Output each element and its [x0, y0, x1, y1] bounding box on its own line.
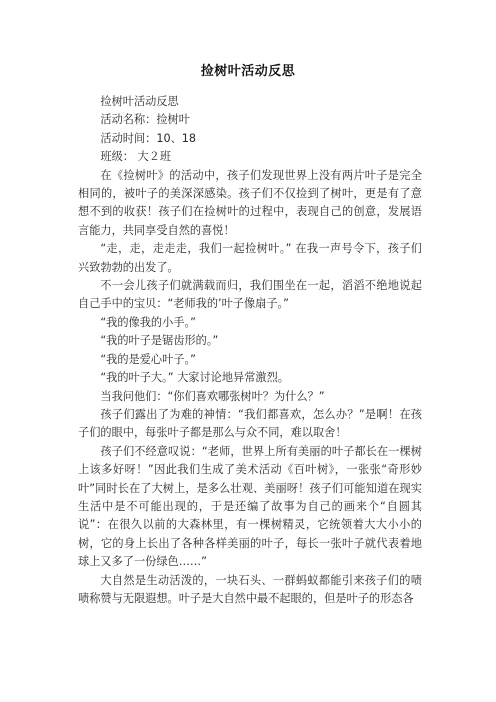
document-body [78, 93, 422, 608]
paragraph: 在《捡树叶》的活动中，孩子们发现世界上没有两片叶子是完全相同的，被叶子的美深深感染。孩子们不仅捡到了树叶，更是有了意想不到的收获！孩子们在捡树叶的过程中，表现自己的创意，发展语言能力，共同享受自然的喜悦！ [78, 168, 422, 237]
paragraph: “走，走，走走走，我们一起捡树叶。” 在我一声号令下，孩子们兴致勃勃的出发了。 [78, 242, 422, 274]
paragraph: “我的是爱心叶子。” [100, 352, 196, 366]
paragraph: 不一会儿孩子们就满载而归，我们围坐在一起，滔滔不绝地说起自己手中的宝贝：“老师我的’叶子像扇子。” [78, 279, 422, 311]
paragraph: “我的叶子是锯齿形的。” [100, 334, 219, 348]
activity-time-line: 活动时间：10、18 [100, 131, 196, 145]
class-line: 班级： 大２班 [100, 150, 172, 164]
paragraph: “我的像我的小手。” [100, 315, 196, 329]
paragraph: 当我问他们：“你们喜欢哪张树叶？为什么？” [100, 389, 325, 403]
subtitle-line: 捡树叶活动反思 [100, 95, 179, 108]
document-title: 捡树叶活动反思 [200, 64, 296, 79]
paragraph: 孩子们不经意叹说：“老师，世界上所有美丽的叶子都长在一棵树上该多好呀！”因此我们生成了美术活动《百叶树》，一张张“奇形妙叶”同时长在了大树上，是多么壮观、美丽呀！孩子们可能知道在现实生活中是不可能出现的，于是还编了故事为自己的画来个“自圆其说”：在很久以前的大森林里，有一棵树精灵，它统领着大大小小的树，它的身上长出了各种各样美丽的叶子，每长一张叶子就代表着地球上又多了一份绿色……” [78, 444, 422, 569]
activity-name-line: 活动名称：捡树叶 [100, 113, 190, 127]
paragraph: 孩子们露出了为难的神情：“我们都喜欢，怎么办？”是啊！在孩子们的眼中，每张叶子都是那么与众不同，难以取舍！ [78, 407, 422, 440]
paragraph: “我的叶子大。” 大家讨论地异常激烈。 [100, 371, 289, 385]
paragraph: 大自然是生动活泼的，一块石头、一群蚂蚁都能引来孩子们的啧啧称赞与无限遐想。叶子是大自然中最不起眼的，但是叶子的形态各 [78, 573, 422, 605]
